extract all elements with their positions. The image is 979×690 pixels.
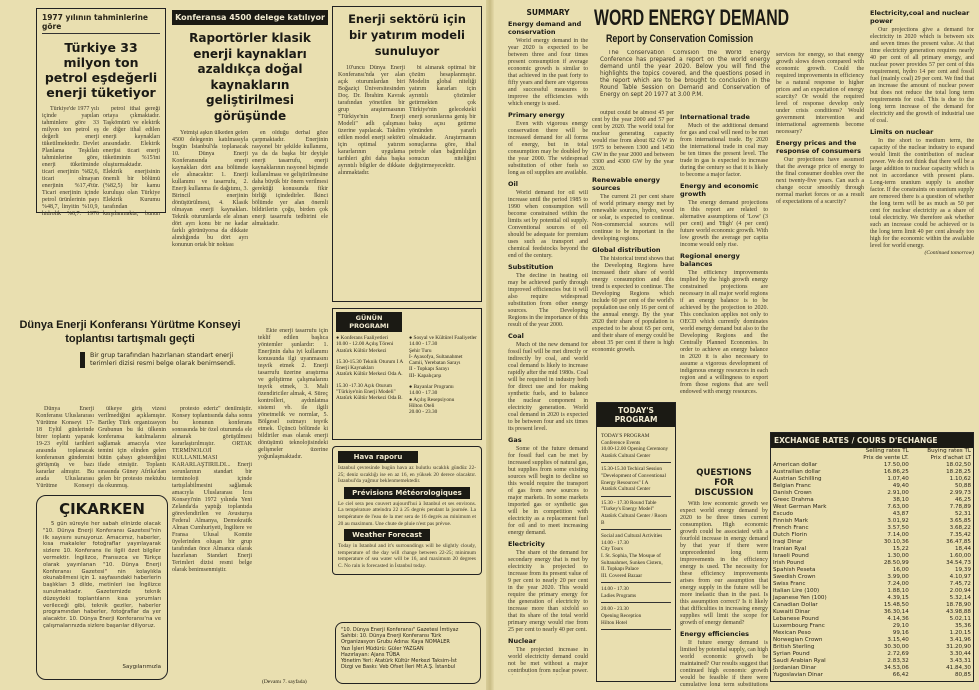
program-line: "Turkey's Energy Model" xyxy=(601,506,655,513)
program-line: 10.00-12.00 Opening Ceremony xyxy=(601,446,669,453)
program-line: 15.30 - 17.30 Round Table xyxy=(601,499,657,506)
currency: Lebanese Pound xyxy=(773,616,819,622)
subtitle: Report by Conservation Comission xyxy=(606,33,754,45)
report-column-3 xyxy=(776,52,864,426)
paragraph: Our projections have assumed that the average price of energy to the final consumer doubles over the next twenty-five years. Can such a change occur smoothly through normal market forces or as a result of expectations of a scarcity? xyxy=(776,157,864,205)
selling-rate: 1.07,40 xyxy=(887,476,909,482)
selling-rate: 99,16 xyxy=(892,630,909,636)
program-title: TODAY'S PROGRAM xyxy=(597,403,675,427)
rate-row xyxy=(771,560,973,567)
headline: Enerji sektörü için bir yatırım modeli sunuluyor xyxy=(348,12,466,58)
buying-rate: 7.78,89 xyxy=(949,504,971,510)
imprint-line: "10. Dünya Enerji Konferansı" Gazetesi İmtiyaz Sahibi: 10. Dünya Enerji Konferansı Türk Organizasyon Grubu Adına: Kaya NOMALER xyxy=(341,627,459,646)
selling-rate: 29,10 xyxy=(892,623,909,629)
program-line: 15.30 -17.30 Açık Oturum "Türkiye'nin Enerji Modeli" xyxy=(336,382,396,396)
selling-rate: 2.91,00 xyxy=(887,490,909,496)
subhead: Energy and economic growth xyxy=(680,182,759,198)
currency: Greec Drahma xyxy=(773,497,814,503)
selling-rate: 38,10 xyxy=(892,497,909,503)
subhead: Primary energy xyxy=(508,111,565,119)
subhead: Energy prices and the response of consumers xyxy=(776,139,862,155)
paragraph: The decline in heating oil may be achieved partly through improved efficiencies but it will also require widespread substitution from other energy sources. The Developing Regions in the importance of this result of the year 2000. xyxy=(508,273,588,328)
currency: Danish Crown xyxy=(773,490,812,496)
currency: Swiss Franc xyxy=(773,581,806,587)
body-col: Ekte enerji tasarrufu için teklif edilen başlıca yöntemler şunlardır: 1. Enerjinin daha iyi kullanımı konusunda ilgi uyanmasını teşvik etmek 2. Enerji tasarrufu üzerine araştırma ve geliştirme çalışmalarını teşvik etmek, 3. Mali özendiriciler almak, 4. Süreç kontrolleri, aydınlatma sistemi vb. ile ilgili yönetmelik ve normlar, 5. Bölgesel ısıtmayı teşvik etmek. Üçüncü bölümde ki bildiriler esas olarak enerji dönüşümü teknolojisindeki gelişmeler üzerine yoğunlaşmaktadır. xyxy=(258,328,328,460)
program-line: 20.00 - 23.30 xyxy=(409,409,438,416)
paragraph: In the short to medium term, the capacity of the nuclear industry to expand would limit the contribution of nuclear power. We do not think that there will be a large addition to nuclear capacity which is not in accordance with present plans. Long-term uranium supply is another factor. If the constraints on uranium supply are removed there is a question of whether the long term will be as much as 50 per cent for nuclear electricity as a share of total electricity. We therefore ask whether such an increase could be achieved or is the long term limit 40 per cent already too high for the economic within the available level for world energy. xyxy=(870,138,974,249)
report-column-1 xyxy=(592,110,674,394)
rate-row xyxy=(771,602,973,609)
rate-row xyxy=(771,511,973,518)
selling-rate: 4.14,36 xyxy=(887,616,909,622)
todays-program-box xyxy=(596,402,676,682)
subhead: International trade xyxy=(680,113,750,121)
subhead: Nuclear xyxy=(508,637,537,645)
weather-title-en: Weather Forecast xyxy=(344,529,430,541)
rate-row xyxy=(771,532,973,539)
buying-rate: 36.47,85 xyxy=(946,539,971,545)
imprint-line: Yazı İşleri Müdürü: Güler YAZGAN xyxy=(341,645,424,652)
buying-rate: 3.43,31 xyxy=(949,658,971,664)
buying-rate: 18,44 xyxy=(954,546,971,552)
rate-row xyxy=(771,574,973,581)
selling-rate: 3.01,92 xyxy=(887,518,909,524)
currency: Irish Pound xyxy=(773,560,804,566)
rate-row xyxy=(771,672,973,679)
continued-note: (Continued tomorrow) xyxy=(924,250,974,256)
body-col: Dünya Enerji Konferansı Uluslararası Yürütme Konseyi 17-18 Eylül günlerinde birer toplantı yaparak 19-23 eylül tarihleri arasında toplanacak konferansın gündemini görüşmüş ve bazı kararlar almıştır. Bu arada Uluslararası Yürütme Konseyi xyxy=(36,406,94,489)
rate-row xyxy=(771,462,973,469)
exchange-table xyxy=(771,448,973,679)
summary-title: SUMMARY xyxy=(526,8,570,17)
subhead: Regional energy balances xyxy=(680,252,740,268)
selling-rate: 2.72,69 xyxy=(887,651,909,657)
deck xyxy=(80,352,245,368)
buying-rate: 5.32,14 xyxy=(949,595,971,601)
buying-rate: 5.02,11 xyxy=(949,616,971,622)
buying-rate: 31.20,90 xyxy=(946,644,971,650)
cikarken-box xyxy=(36,495,168,680)
paragraph: Some of the future demand for fossil fuel can be met by increased supplies of natural gas, but supplies from some existing sources will begin to decline so this would require the transport of gas from new sources to major markets. In some markets imported gas or synthetic gas will be in competition with electricity as a replacement fuel for oil and to meet increasing energy demand. xyxy=(508,446,588,536)
weather-title-fr: Prévisions Météorologiques xyxy=(344,487,470,499)
program-line: 14.00 - 17.30 xyxy=(601,586,629,593)
buying-rate: 43.98,88 xyxy=(946,609,971,615)
currency: American dollar xyxy=(773,462,818,468)
currency: West German Mark xyxy=(773,504,827,510)
program-line: City Tours xyxy=(601,546,623,553)
currency: Mexican Peso xyxy=(773,630,811,636)
subhead: Gas xyxy=(508,436,522,444)
program-line: III. Covered Bazaar xyxy=(601,572,643,579)
program-line: II - Topkapı Sarayı xyxy=(409,366,449,373)
selling-rate: 2.83,32 xyxy=(887,658,909,664)
currency: Kuwaiti Dinar xyxy=(773,609,811,615)
program-item xyxy=(601,497,671,530)
currency: Luxembourg Franc xyxy=(773,623,825,629)
paragraph: Much of the new demand for fossil fuel will be met directly or indirectly by coal, and world coal demand is likely to increase rapidly after the mid 1980s. Coal will be required in industry both for direct use and for making synthetic fuels, and to balance the nuclear component in electricity generation. World coal demand in 2020 is expected to be between four and six times its present level. xyxy=(508,342,588,432)
buying-rate: 18.78,90 xyxy=(946,602,971,608)
program-line: Atatürk Kültür Merkezi Oda A. xyxy=(336,371,403,378)
exchange-title: EXCHANGE RATES / COURS D'ECHANGE xyxy=(771,433,973,448)
rate-row xyxy=(771,616,973,623)
selling-rate: 30.10,36 xyxy=(883,539,909,545)
rate-row xyxy=(771,546,973,553)
buying-rate: 7.35,42 xyxy=(949,532,971,538)
paragraph: The efficiency improvements implied by the high growth energy constrained projections are necessary in all major world regions if an energy balance is to be achieved by the projection to 2020. This conclusion applies not only to OECD which currently dominates world energy demand but also to the Developing Regions and the Centrally Planned Economies. In order to achieve an energy balance in 2020 it is also necessary to assume a vigorous development of indigenous energy resources in each region and a willingness to export from those regions that are well endowed with energy resources. xyxy=(680,270,768,395)
imprint-line: Dizgi ve Baskı: Veb Ofset İleri Mt.A.Ş. İstanbul xyxy=(341,664,456,671)
rate-row xyxy=(771,539,973,546)
program-line: Atatürk Cultural Center / Room B xyxy=(601,512,667,526)
currency: Swedish Crown xyxy=(773,574,816,580)
selling-rate: 16.86,25 xyxy=(883,469,909,475)
rate-row xyxy=(771,637,973,644)
buying-rate: 2.99,73 xyxy=(949,490,971,496)
selling-rate: 30.30,00 xyxy=(883,644,909,650)
paragraph: services for energy, so that energy growth slows down compared with economic growth. Could the required improvements in efficiency be a natural response to higher prices and an expectation of energy scarcity? Or would the required level of response develop only under crisis conditions? Would government intervention and international agreements become necessary? xyxy=(776,52,864,135)
paragraph: The current 21 per cent share of world primary energy met by renewable sources, hydro, wood or solar, is expected to continue. Non-commercial sources will continue to be important in the developing regions. xyxy=(592,194,674,242)
program-line: 10.00 - 12.00 Açılış Töreni xyxy=(336,341,394,348)
questions-title: QUESTIONS FOR DISCUSSION xyxy=(694,468,754,498)
paragraph: World demand for oil will increase until the period 1985 to 1990 when consumption will become constrained within the limits set by potential oil supply. Conventional sources of oil should be adequate for premium uses such as transport and chemical feedstocks beyond the end of the century. xyxy=(508,190,588,259)
selling-rate: 49,40 xyxy=(892,483,909,489)
page-fold xyxy=(486,0,494,690)
buying-rate: 80,85 xyxy=(954,672,971,678)
program-line: ● Bayanlar Programı xyxy=(409,384,454,391)
buying-rate: 35,36 xyxy=(954,623,971,629)
program-line: Atatürk Cultural Center xyxy=(601,486,651,493)
selling-rate: 1.88,10 xyxy=(887,588,909,594)
body-col: Yetmişi aşkın ülkeden gelen 4500 delegenin katılmasıyla bugün İstanbul'da toplanacak 10. Dünya Enerji Konferansında enerji kaynakları dört ana bölümde ele alınacaktır: 1. Enerji kullanımı ve tasarrufu, 2. Enerji kullanma ile dağıtımı, 3. Birincil enerjinin dönüştürülmesi, 4. Klasik olmayan enerji kaynakları. Teknik oturumlarda ele alınan dört ayrı konu bir ne kadar farklı görünüyorsa da dikkate alındığında bu dört ayrı konunun ortak bir noktası xyxy=(172,130,248,248)
selling-rate: 15,22 xyxy=(892,546,909,552)
paragraph: With low economic growth we expect world energy demand by 2020 to be three times current consumption. High economic growth could be associated with a fourfold increase in energy demand by that year if there were unprecedented long term improvements in the efficiency energy is used. The necessity for these efficiency improvements arises from our assumption that energy supply in the future will be more inelastic than in the past. Is this assumption correct? Is it likely that difficulties in increasing energy supplies will limit the scope for growth of energy demand? xyxy=(680,501,768,626)
paragraph: The historical trend shows that the Developing Regions have increased their share of world energy consumption and this trend is expected to continue. The Developing Regions which include 60 per cent of the world's population use only 16 per cent of the annual energy. By the year 2020 their share of population is expected to be about 65 per cent, and their share of energy could be about 35 per cent if there is high economic growth. xyxy=(592,256,674,353)
program-line: Opening Reception xyxy=(601,613,642,620)
body-col: petrol ithal gereği ortaya çıkmaktadır. Taşkömürü ve elektrik de diğer ithal edilen enerji kaynakları arasındadır. Elektrik enerjisi ticari enerji tüketiminin %15'ini oluşturmaktadır. Elektrik enerjisinin önemli bir bölümü (%82,5) bir kamu kuruluşu olan Türkiye Elektrik Kurumu tarafından karşılanmakta, bunun xyxy=(103,106,160,217)
program-line: Atatürk Kültür Merkezi Oda B. xyxy=(336,395,403,402)
article-consumption xyxy=(36,8,166,217)
selling-rate: 66,42 xyxy=(892,672,909,678)
rate-row xyxy=(771,651,973,658)
selling-rate: 3.15,40 xyxy=(887,637,909,643)
program-line: Conference Events xyxy=(601,439,641,446)
buying-rate: 2.00,94 xyxy=(949,588,971,594)
selling-rate: 36.30,14 xyxy=(883,609,909,615)
rate-row xyxy=(771,658,973,665)
rate-row xyxy=(771,665,973,672)
program-line: ● Konferans Faaliyetleri xyxy=(336,335,389,341)
currency: Yugoslavian Dinar xyxy=(773,672,823,678)
article-executive-council xyxy=(10,318,250,368)
currency: Japanese Yen (100) xyxy=(773,595,827,601)
rate-row xyxy=(771,497,973,504)
signature: Saygılarımızla xyxy=(122,664,161,670)
currency: Jordanian Dinar xyxy=(773,665,817,671)
currency: British Sterling xyxy=(773,644,815,650)
program-column xyxy=(336,335,405,416)
buying-rate: 19,39 xyxy=(954,567,971,573)
program-line: "Development of Conventional Energy Resources" I A xyxy=(601,472,666,486)
rate-row xyxy=(771,469,973,476)
buying-rate: 46,25 xyxy=(954,497,971,503)
program-line: Social and Cultural Activities xyxy=(601,533,663,540)
kicker: 1977 yılının tahminlerine göre xyxy=(42,13,160,34)
currency: Canadian Dollar xyxy=(773,602,818,608)
body-col: bi alınarak optimal bir çözüm hesaplanmıştır. Modelin global niteliği yatırım kararları için ayrıntılı çözümler getirmekten çok Türkiye'nin gelecekteki enerji sorunlarına geniş bir bakış açısı getirme yönünden yararlı olmaktadır. Araştırmanın sonuçlarına göre, ithal petrole olan bağımlılığın sonucun niteliğini değiştirmeyecektir. xyxy=(409,65,476,169)
program-line: ● Açılış Resepsiyonu xyxy=(409,396,455,403)
program-line: 15.30-15.30 Techical Session xyxy=(601,466,662,473)
buying-rate: 1.20,15 xyxy=(949,630,971,636)
weather-text-tr: İstanbul çevresinde bugün hava az bulutlu sıcaklık gündüz 22-25; deniz sıcaklığı ise en az 16, en yüksek 20 derece olacaktır. İstanbul'da yağmur beklenmemektedir. xyxy=(338,465,476,485)
col-header-selling: Selling rates TL Prix de vente LT. xyxy=(863,448,909,461)
cikarken-title: ÇIKARKEN xyxy=(59,500,145,518)
body-col: protesto ederiz" denilmiştir. Konsey toplantısında daha sonra bu konunun konferans sonrasında bir özel oturumda ele alınarak görüşülmesi kararlaştırılmıştır. ORTAK TERMİNOLOJİ KULLANILMASI KARARLAŞTIRILDI... Enerji sorunlarının standart bir terminoloji içinde tartışılabilmesini sağlamak amacıyla Uluslararası İcra Konseyi'nin 1972 yılında Yeni Zelanda'da yaptığı toplantıda görevlendirilen ve Avusturya Federal Almanya, Demokratik Alman Cumhuriyeti, İngiltere ve Fransa Ulusal Komite üyelerinden oluşan bir grup tarafından önce Almanca olarak hazırlanan Standart Enerji Terimleri dizisi resmi belge olarak benimsenmiştir. xyxy=(172,406,252,573)
buying-rate: 18.28,25 xyxy=(946,469,971,475)
currency: Italian Lire (100) xyxy=(773,588,820,594)
rate-row xyxy=(771,630,973,637)
selling-rate: 1.30,00 xyxy=(887,553,909,559)
program-line: 15.30-15.30 Teknik Oturum I A Enerji Kaynakları xyxy=(336,358,403,372)
program-column xyxy=(409,335,478,416)
rate-row xyxy=(771,525,973,532)
program-line: 14.00 - 17.30 xyxy=(601,539,629,546)
program-list xyxy=(597,427,675,633)
rate-row xyxy=(771,553,973,560)
buying-rate: 3.41,96 xyxy=(949,637,971,643)
program-item xyxy=(601,530,671,583)
currency: Dutch Florin xyxy=(773,532,808,538)
subhead: Electricity,coal and nuclear power xyxy=(870,9,970,25)
program-item xyxy=(601,583,671,603)
program-line: ● Sosyal ve Kültürel Faaliyetler xyxy=(409,335,477,341)
currency: Spahish Peseta xyxy=(773,567,816,573)
selling-rate: 7.14,00 xyxy=(887,532,909,538)
buying-rate: 41.84,30 xyxy=(946,665,971,671)
program-line: Şehir Turu xyxy=(409,347,432,354)
buying-rate: 1.10,62 xyxy=(949,476,971,482)
subhead: Limits on nuclear xyxy=(870,128,934,136)
rate-row xyxy=(771,490,973,497)
buying-rate: 52,31 xyxy=(954,511,971,517)
body-col: 10'uncu Dünya Enerji Konferansı'nda yer alan açık oturumlardan biri Boğaziçi Üniversitesinden Doç. Dr. İbrahim Kavrak tarafından yönetilen bir grup araştırmasının "Türkiye'nin Enerji Modeli" adlı çalışması üzerine yapılacak. Takdim edilen model enerji sektörü için optimal yatırım kararlarının uygulama tarihleri gibi daha başka ayrıntılı bilgiler de dikkate alınmaktadır. xyxy=(338,65,405,176)
subhead: Coal xyxy=(508,332,524,340)
selling-rate: 7.24,00 xyxy=(887,581,909,587)
currency: Austrailian dollar xyxy=(773,469,821,475)
subhead: Energy demand and conservation xyxy=(508,20,582,36)
currency: Belgian Franc xyxy=(773,483,811,489)
daily-program-tr xyxy=(332,308,482,440)
program-line: II. Topkapı Palace xyxy=(601,566,639,573)
report-column-4 xyxy=(870,6,974,426)
subhead: Substitution xyxy=(508,263,554,271)
paragraph: Even with vigorous energy conservation there will be increased demand for all forms of energy, but in total consumption may be doubled by the year 2000. The widespread substitution of other fuels so long as oil supplies are available. xyxy=(508,121,588,176)
rate-row xyxy=(771,623,973,630)
buying-rate: 7.45,72 xyxy=(949,581,971,587)
subhead: Oil xyxy=(508,180,518,188)
deck-text: Bir grup tarafından hazırlanan standart enerji terimleri dizisi resmi belge olarak benimsendi. xyxy=(90,352,236,367)
continued-note: (Devamı 7. sayfada) xyxy=(262,679,307,685)
selling-rate: 16,00 xyxy=(892,567,909,573)
body-col: en olduğu derhal göze çarpmaktadır. Enerjinin rasyonel bir şekilde kullanımı, ya da da başka bir deyişle enerji tasarrufu, enerji kaynaklarının rasyonel biçimde kullanılması ve geliştirilmesine daha büyük bir önem verilmesi gerektiği konusunda fikir birliği içindedirler. İkinci bölümde yer alan önemli bildirilerin çoğu, birden çok enerji tasarrufu tedbirini ele almaktadır. xyxy=(252,130,328,227)
selling-rate: 34.53,06 xyxy=(883,665,909,671)
headline: Raportörler klasik enerji kaynakları azaldıkça doğal kaynakların geliştirilmesi görüşünde xyxy=(189,31,311,123)
subhead: Renewable energy sources xyxy=(592,176,660,192)
program-item xyxy=(601,430,671,463)
currency: Austrian Schilling xyxy=(773,476,822,482)
currency: Norwegian Crown xyxy=(773,637,823,643)
currency: Escudo xyxy=(773,511,794,517)
buying-rate: 34.54,73 xyxy=(946,560,971,566)
rate-row xyxy=(771,567,973,574)
report-column-2 xyxy=(680,110,768,462)
imprint-line: Yönetim Yeri: Atatürk Kültür Merkezi Taksim-İst xyxy=(341,658,457,665)
rate-row xyxy=(771,504,973,511)
program-line: 20.00 - 23.30 xyxy=(601,606,629,613)
article-investment-model xyxy=(332,6,482,302)
program-line: 14.00 - 17.30 xyxy=(409,390,438,397)
currency: Iranian Ryal xyxy=(773,546,807,552)
program-line: Hilton Oteli xyxy=(409,402,435,409)
rate-row xyxy=(771,588,973,595)
imprint-line: Hazırlayan: Ajans TÜBA xyxy=(341,651,400,658)
program-line: Hilton Hotel xyxy=(601,619,628,626)
article-rapporteurs xyxy=(172,10,328,310)
selling-rate: 43,87 xyxy=(892,511,909,517)
program-line: TODAY'S PROGRAM xyxy=(601,433,650,439)
selling-rate: 28.50,99 xyxy=(883,560,909,566)
rate-row xyxy=(771,595,973,602)
paragraph: If future energy demand is limited by potential supply, can high world economic growth be maintained? Our results suggest that continued high economic growth would be feasible if there were cumulative long term substitutions xyxy=(680,640,768,686)
rate-row xyxy=(771,581,973,588)
section-label: Konferansa 4500 delege katılıyor xyxy=(172,10,328,25)
paragraph: Our projections give a demand for electricity in 2020 which is between six and seven times the present value. At that time electricity generation requires nearly 40 per cent of all primary energy, and nuclear power provides 57 per cent of this requirement, hydro 14 per cent and fossil fuel (mainly coal) 29 per cent. We find that an increase the amount of nuclear power but does not reduce the total long term requirements for coal. This is due to the long term increase of the demand for electricity and the growth of industrial use of coal. xyxy=(870,27,974,124)
paragraph: Much of the additional demand for gas and coal will need to be met from international trade. By 2020 the international trade in coal may be ten times the present level. The trade in gas is expected to increase during the century so that it is likely to become a major factor. xyxy=(680,123,768,178)
rate-row xyxy=(771,518,973,525)
subhead: Energy efficiencies xyxy=(680,630,749,638)
selling-rate: 15.48,50 xyxy=(883,602,909,608)
buying-rate: 50,88 xyxy=(954,483,971,489)
program-line: Ladies Programs xyxy=(601,592,637,599)
program-line: Atatürk Kültür Merkezi xyxy=(336,347,387,354)
buying-rate: 3.30,44 xyxy=(949,651,971,657)
selling-rate: 3.57,50 xyxy=(887,525,909,531)
exchange-rates-box xyxy=(770,432,974,682)
subhead: Global distribution xyxy=(592,246,661,254)
selling-rate: 7.63,00 xyxy=(887,504,909,510)
subhead: Electricity xyxy=(508,540,545,548)
currency: Finnish Mark xyxy=(773,518,809,524)
currency: Iraqi Dinar xyxy=(773,539,803,545)
rate-row xyxy=(771,644,973,651)
currency: French Franc xyxy=(773,525,809,531)
selling-rate: 3.99,00 xyxy=(887,574,909,580)
weather-box xyxy=(332,446,482,575)
intro: The Conservation Comision the World Energy Conference has prepared a report on the world energy demand until the year 2020. Below you will find the highlights the topics covered, and the questions posed in the report which are to be brought to conclusion in the Round Table Session on Demand and Conservation of Energy on sept 20 1977 at 3.00 P.M. xyxy=(600,50,770,98)
buying-rate: 3.68,22 xyxy=(949,525,971,531)
weather-text-fr: Le ciel sera peu couvert aujourd'hui à İstanbul et ses environs. La température atteindra 22 à 25 degrés pendant la journée. La température de l'eau de la mer sera de 16 degrés au minimum et 20 au maximum. Une chute de pluie n'est pas prévue. xyxy=(338,500,476,527)
buying-rate: 18.02,50 xyxy=(946,462,971,468)
program-item xyxy=(601,603,671,630)
buying-rate: 4.10,97 xyxy=(949,574,971,580)
program-line: Atatürk Cultural Center xyxy=(601,452,651,459)
body-col: ülkeye giriş vizesi verilmediğini açıklamıştır. Bartley Türk organizasyon Grubunun bu iki ülkenin konferansa katılmalarını sağlamak amacıyla vize temini için elinden gelen bütün çabayı gösterdiğini ifade etmiştir. Toplantı sırasında Güney Afrika'dan gelen bir protesto mektubu da okunmuş. xyxy=(98,406,166,489)
currency: Israeli Pound xyxy=(773,553,809,559)
paragraph: World energy demand in the year 2020 is expected to be between three and four times present consumption if average economic growth is similar to that achieved in the past forty to fifty years and there are vigorous and successful measures to improve the efficiencies with which energy is used. xyxy=(508,38,588,107)
program-line: I. St. Sophia, The Mosque of Sultanahmet, Sunken Cistern, xyxy=(601,552,663,566)
program-line: I- Ayasofya, Sultanahmet Camii, Yerebatan Sarayı xyxy=(409,353,463,367)
col-header-buying: Buying rates TL Prix d'achat LT xyxy=(927,448,971,461)
body-col: Türkiye'de 1977 yılı içinde yapılan tahminlere göre 33 milyon ton petrol eş değerli enerji tüketilmektedir. Devlet Planlama Teşkilatı tahminlerine göre, enerji tüketiminde ticari enerjinin %82,6, ticari olmayan enerjinin %17,4'tür. Ticari enerjinin içinde petrol ürünlerinin payı %48,7, linyitin %10,9, hidrolik %6,7. 1976 xyxy=(42,106,99,217)
selling-rate: 17.50,00 xyxy=(883,462,909,468)
paragraph: The energy demand projections in this report are related to alternative assumptions of 'Low' (3 per cent) and 'High' (4 per cent) future world economic growth. With low growth the average per capita income would only rise. xyxy=(680,200,768,248)
paragraph: The share of the demand for secondary energy that is met by electricity is projected to increase from its present value of 9 per cent to nearly 20 per cent in the year 2020. This would require the primary energy for the generation of electricity to increase more than sixfold so that its share of the total world primary energy would rise from 25 per cent to nearly 40 per cent. xyxy=(508,550,588,633)
selling-rate: 4.39,15 xyxy=(887,595,909,601)
headline: Türkiye 33 milyon ton petrol eşdeğerli enerji tüketiyor xyxy=(44,40,158,100)
paragraph: The projected increase in world electricity demand could not be met without a major contribution from nuclear power. xyxy=(508,647,588,674)
program-line: III- Kapalıçarşı xyxy=(409,372,442,379)
buying-rate: 1.60,00 xyxy=(949,553,971,559)
program-item xyxy=(601,463,671,496)
paragraph: output could be almost 45 per cent by the year 2000 and 57 per cent by 2020. The world total for nuclear generating capacity would rise from about 82 GW in 1975 to between 1300 and 1450 GW in the year 2000 and between 3300 and 4300 GW by the year 2020. xyxy=(592,110,674,172)
rate-row xyxy=(771,476,973,483)
weather-title-tr: Hava raporu xyxy=(338,451,418,463)
currency: Saudi Arabian Ryal xyxy=(773,658,826,664)
program-line: 14.00 - 17.30 xyxy=(409,341,438,348)
cikarken-body: 5 gün süreyle her sabah elinizde olacak "10. Dünya Enerji Konferansı Gazetesi"nin ilk sayısını sunuyoruz. Amacımız, haberler, kısa makaleler fotoğraflar yayınlayarak sizlere 10. Konferans ile ilgili özet bilgiler vermektir. İngilizce, Fransızca ve Türkçe olarak yayınlanan "10. Dünya Enerji Konferansı Gazetesi" nin kolaylıkla okunabilmesi için 1. sayfasındaki haberlerin başlıkları 3 dilde, metinleri ise İngilizce sunulmaktadır. Gazetemizde teknik düzeydeki toplantıların kısa yorumları verileceği gibi, teknik geziler, haberler programından haberler, fotoğraflar da yer alacaktır. 10. Dünya Enerji Konferansı'na ve çalışmalarınızda sizlere başarılar diliyoruz. xyxy=(43,521,161,629)
summary-column xyxy=(508,8,588,688)
questions-section xyxy=(680,468,768,686)
headline: Dünya Enerji Konferansı Yürütme Konseyi toplantısı tartışmalı geçti xyxy=(19,319,241,345)
section-label: GÜNÜN PROGRAMI xyxy=(336,312,402,332)
rate-row xyxy=(771,609,973,616)
weather-text-en: Today in İstanbul and it's surroundings will be slightly cloudy, temperature of the day will change between 22-25; minimum temperature of sea water will be 16, and maximum 20 degrees C. No rain is forecasted in İstanbul today. xyxy=(338,543,476,569)
rate-row xyxy=(771,483,973,490)
imprint xyxy=(341,627,475,670)
currency: Syrian Pound xyxy=(773,651,810,657)
main-title: WORD ENERGY DEMAND xyxy=(594,5,790,30)
buying-rate: 3.65,85 xyxy=(949,518,971,524)
imprint-box xyxy=(335,622,481,684)
